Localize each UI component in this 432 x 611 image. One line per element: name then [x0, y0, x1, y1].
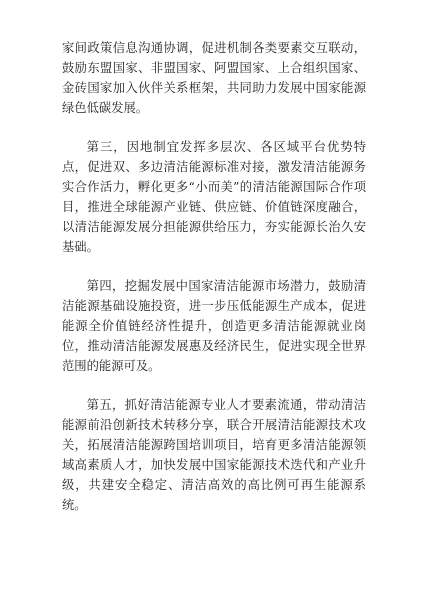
paragraph-fifth-point: 第五，抓好清洁能源专业人才要素流通，带动清洁能源前沿创新技术转移分享，联合开展清洁能源技术攻关，拓展清洁能源跨国培训项目，培育更多清洁能源领域高素质人才，加快发展中国家能源技术迭代和产业升级，共建安全稳定、清洁高效的高比例可再生能源系统。 [62, 398, 366, 512]
paragraph-fourth-point: 第四，挖掘发展中国家清洁能源市场潜力，鼓励清洁能源基础设施投资，进一步压低能源生产成本，促进能源全价值链经济性提升，创造更多清洁能源就业岗位，推动清洁能源发展惠及经济民生，促进实现全世界范围的能源可及。 [62, 279, 366, 373]
document-body [62, 38, 366, 515]
paragraph-third-point: 第三，因地制宜发挥多层次、各区域平台优势特点，促进双、多边清洁能源标准对接，激发清洁能源务实合作活力，孵化更多“小而美”的清洁能源国际合作项目，推进全球能源产业链、供应链、价值链深度融合，以清洁能源发展分担能源供给压力，夯实能源长治久安基础。 [62, 140, 366, 254]
paragraph-continuation: 家间政策信息沟通协调，促进机制各类要素交互联动，鼓励东盟国家、非盟国家、阿盟国家、上合组织国家、金砖国家加入伙伴关系框架，共同助力发展中国家能源绿色低碳发展。 [62, 41, 366, 115]
